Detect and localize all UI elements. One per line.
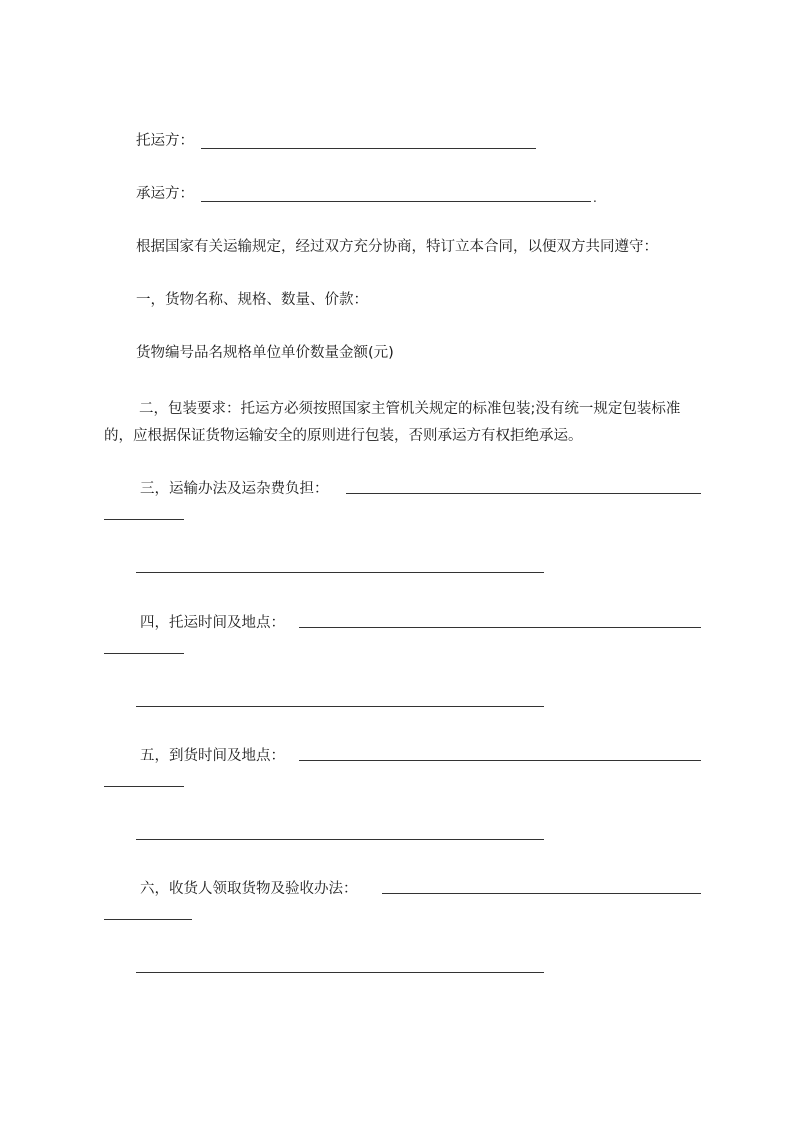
- carrier-trailing-mark: .: [593, 191, 597, 205]
- section4-title: 四，托运时间及地点：: [140, 615, 285, 631]
- section5-title: 五，到货时间及地点：: [140, 748, 285, 764]
- section6-blank-line-3[interactable]: [136, 972, 544, 973]
- section3-blank-line-2[interactable]: [104, 519, 184, 520]
- carrier-label: 承运方：: [136, 186, 194, 202]
- section3-blank-line-3[interactable]: [136, 572, 544, 573]
- section6-blank-line-2[interactable]: [104, 919, 192, 920]
- section4-blank-line-2[interactable]: [104, 653, 184, 654]
- section3-title: 三，运输办法及运杂费负担：: [140, 481, 329, 497]
- section3-blank-line-1[interactable]: [346, 493, 701, 494]
- section4-blank-line-3[interactable]: [136, 706, 544, 707]
- section4-blank-line-1[interactable]: [299, 627, 701, 628]
- shipper-label: 托运方：: [136, 133, 194, 149]
- section5-blank-line-3[interactable]: [136, 839, 544, 840]
- section6-blank-line-1[interactable]: [382, 893, 701, 894]
- section5-blank-line-2[interactable]: [104, 786, 184, 787]
- goods-table-header: 货物编号品名规格单位单价数量金额(元): [136, 345, 394, 361]
- shipper-blank-line[interactable]: [201, 148, 536, 149]
- section5-blank-line-1[interactable]: [299, 760, 701, 761]
- preamble-text: 根据国家有关运输规定，经过双方充分协商，特订立本合同，以便双方共同遵守：: [136, 239, 658, 255]
- section6-title: 六，收货人领取货物及验收办法：: [140, 881, 358, 897]
- carrier-blank-line[interactable]: [201, 201, 591, 202]
- section2-packaging-text: 二，包装要求：托运方必须按照国家主管机关规定的标准包装;没有统一规定包装标准的，应根据保证货物运输安全的原则进行包装，否则承运方有权拒绝承运。: [104, 401, 681, 444]
- section1-title: 一，货物名称、规格、数量、价款：: [136, 292, 368, 308]
